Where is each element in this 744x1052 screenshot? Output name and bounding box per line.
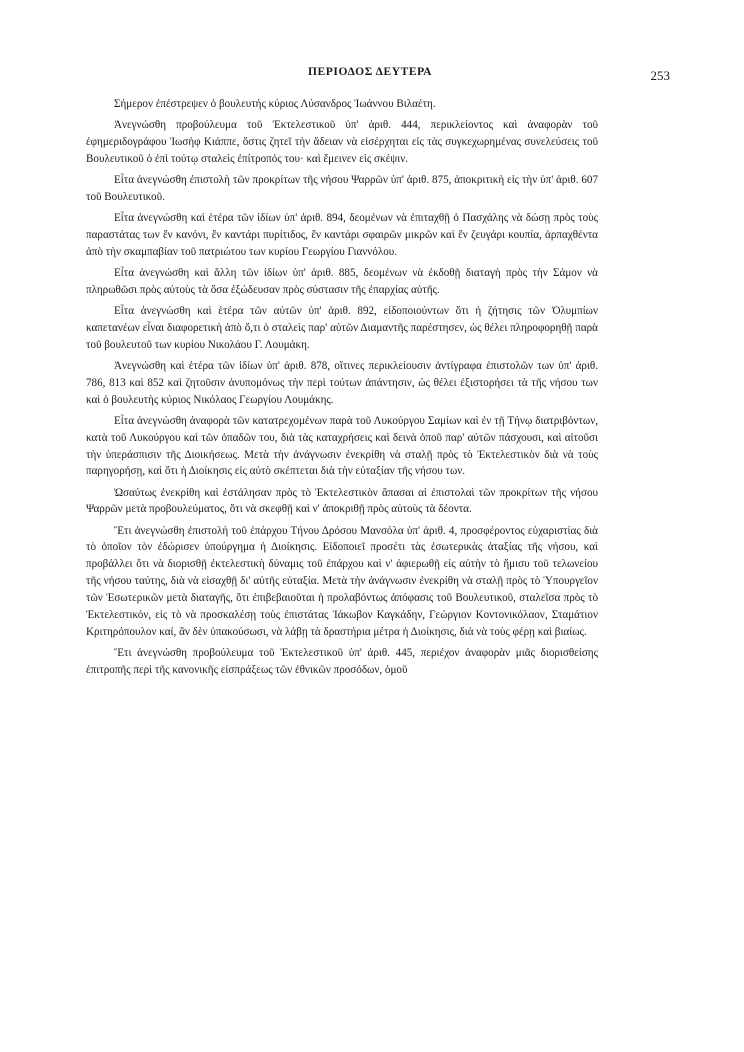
page-header [70, 66, 670, 86]
paragraph: Εἶτα ἀνεγνώσθη καὶ ἄλλη τῶν ἰδίων ὑπ' ἀριθ. 885, δεομένων νὰ ἐκδοθῇ διαταγὴ πρὸς τὴν Σάμον νὰ πληρωθῶσι πρὸς αὐτοὺς τὰ ὅσα ἐξώδευσαν πρὸς σύστασιν τῆς ἐπαρχίας αὐτῆς. [86, 266, 598, 296]
paragraph: Ἀνεγνώσθη προβούλευμα τοῦ Ἐκτελεστικοῦ ὑπ' ἀριθ. 444, περικλείοντος καὶ ἀναφορὰν τοῦ ἐφημεριδογράφου Ἰωσὴφ Κιάππε, ὅστις ζητεῖ τὴν ἄδειαν νὰ εἰσέρχηται εἰς τὰς συγκεχωρημένας συνελεύσεις τοῦ Βουλευτικοῦ ὁ ἐπὶ τούτῳ σταλεὶς ἐπίτροπός του· καὶ ἔμεινεν εἰς σκέψιν. [86, 119, 598, 165]
paragraph: Σήμερον ἐπέστρεψεν ὁ βουλευτής κύριος Λύσανδρος Ἰωάννου Βιλαέτη. [114, 98, 436, 110]
paragraph: Εἶτα ἀνεγνώσθη καὶ ἑτέρα τῶν ἰδίων ὑπ' ἀριθ. 894, δεομένων νὰ ἐπιταχθῇ ὁ Πασχάλης νὰ δώσῃ πρὸς τοὺς παραστάτας των ἕν κανόνι, ἕν καντάρι πυρίτιδος, ἕν καντάρι σφαιρῶν μικρῶν καὶ ἕν ζευγάρι κουπία, ἁρπαχθέντα ἀπὸ τὴν σκαμπαβίαν τοῦ πατριώτου των κυρίου Γεωργίου Γιαννόλου. [86, 212, 598, 258]
running-head: ΠΕΡΙΟΔΟΣ ΔΕΥΤΕΡΑ [307, 66, 433, 78]
document-body [86, 96, 598, 683]
paragraph: Ὡσαύτως ἐνεκρίθη καὶ ἐστάλησαν πρὸς τὸ Ἐκτελεστικὸν ἅπασαι αἱ ἐπιστολαὶ τῶν προκρίτων τῆς νήσου Ψαρρῶν μετὰ προβουλεύματος, ὅτι νὰ σκεφθῇ καὶ ν' ἀποκριθῇ πρὸς αὐτοὺς τὰ δέοντα. [86, 486, 598, 516]
paragraph: Ἀνεγνώσθη καὶ ἑτέρα τῶν ἰδίων ὑπ' ἀριθ. 878, οἵτινες περικλείουσιν ἀντίγραφα ἐπιστολῶν των ὑπ' ἀριθ. 786, 813 καὶ 852 καὶ ζητοῦσιν ἀνυπομόνως τὴν περὶ τούτων ἀπάντησιν, ὡς θέλει ἐξιστορήσει τὰ τῆς νήσου των καὶ ὁ βουλευτὴς κύριος Νικόλαος Γεωργίου Λουμάκης. [86, 359, 598, 406]
paragraph: Ἔτι ἀνεγνώσθη ἐπιστολὴ τοῦ ἐπάρχου Τήνου Δρόσου Μανσόλα ὑπ' ἀριθ. 4, προσφέροντος εὐχαριστίας διὰ τὸ ὁποῖον τὸν ἐδώρισεν ὑπούργημα ἡ Διοίκησις. Εἰδοποιεῖ προσέτι τὰς ἐσωτερικὰς ἀταξίας τῆς νήσου, καὶ προβάλλει ὅτι νὰ διορισθῇ ἐκτελεστικὴ δύναμις τοῦ ἐπάρχου καὶ ν' ἀφιερωθῇ εἰς αὐτὴν τὸ ἥμισυ τοῦ τελωνείου τῆς νήσου ταύτης, διὰ νὰ εἰσαχθῇ δι' αὐτῆς εὐταξία. Μετὰ τὴν ἀνάγνωσιν ἐνεκρίθη νὰ σταλῇ πρὸς τὸ Ὑπουργεῖον τῶν Ἐσωτερικῶν μετὰ διαταγῆς, ὅτι ἐπιβεβαιοῦται ἡ προλαβόντως ἀπόφασις τοῦ Βουλευτικοῦ, σταλεῖσα πρὸς τὸ Ἐκτελεστικόν, εἰς τὸ νὰ προσκαλέσῃ τοὺς ἐπιστάτας Ἰάκωβον Καγκάδην, Γεώργιον Κοντονικόλαον, Σταμάτιον Κριτηρόπουλον καί, ἂν δὲν ὑπακούσωσι, νὰ λάβῃ τὰ δραστήρια μέτρα ἡ Διοίκησις, διὰ νὰ τοὺς φέρῃ καὶ βιαίως. [86, 524, 598, 638]
paragraph: Εἶτα ἀνεγνώσθη ἀναφορὰ τῶν κατατρεχομένων παρὰ τοῦ Λυκούργου Σαμίων καὶ ἐν τῇ Τήνῳ διατριβόντων, κατὰ τοῦ Λυκούργου καὶ τῶν ὀπαδῶν του, διὰ τὰς καταχρήσεις καὶ δεινὰ ὁποῦ παρ' αὐτῶν πάσχουσι, καὶ αἰτοῦσι τὴν ὑπεράσπισιν τῆς Διοικήσεως. Μετὰ τὴν ἀνάγνωσιν ἐνεκρίθη νὰ σταλῇ πρὸς τὸ Ἐκτελεστικὸν διὰ νὰ τοὺς παρηγορήσῃ, καὶ ὅτι ἡ Διοίκησις εἰς αὐτὸ σκέπτεται διὰ τὴν εὐταξίαν τῆς νήσου των. [86, 414, 598, 478]
paragraph: Εἶτα ἀνεγνώσθη ἐπιστολὴ τῶν προκρίτων τῆς νήσου Ψαρρῶν ὑπ' ἀριθ. 875, ἀποκριτικὴ εἰς τὴν ὑπ' ἀριθ. 607 τοῦ Βουλευτικοῦ. [86, 174, 598, 203]
paragraph: Ἔτι ἀνεγνώσθη προβούλευμα τοῦ Ἐκτελεστικοῦ ὑπ' ἀριθ. 445, περιέχον ἀναφορὰν μιᾶς διορισθείσης ἐπιτροπῆς περὶ τῆς κανονικῆς εἰσπράξεως τῶν ἐθνικῶν προσόδων, ὁμοῦ [86, 647, 598, 676]
paragraph: Εἶτα ἀνεγνώσθη καὶ ἑτέρα τῶν αὐτῶν ὑπ' ἀριθ. 892, εἰδοποιούντων ὅτι ἡ ζήτησις τῶν Ὀλυμπίων καπετανέων εἶναι διαφορετικὴ ἀπὸ ὅ,τι ὁ σταλεὶς παρ' αὐτῶν Διαμαντῆς παρέστησεν, ὡς θέλει πληροφορηθῇ παρὰ τοῦ βουλευτοῦ των κυρίου Νικολάου Γ. Λουμάκη. [86, 304, 598, 351]
page-number: 253 [650, 68, 670, 83]
